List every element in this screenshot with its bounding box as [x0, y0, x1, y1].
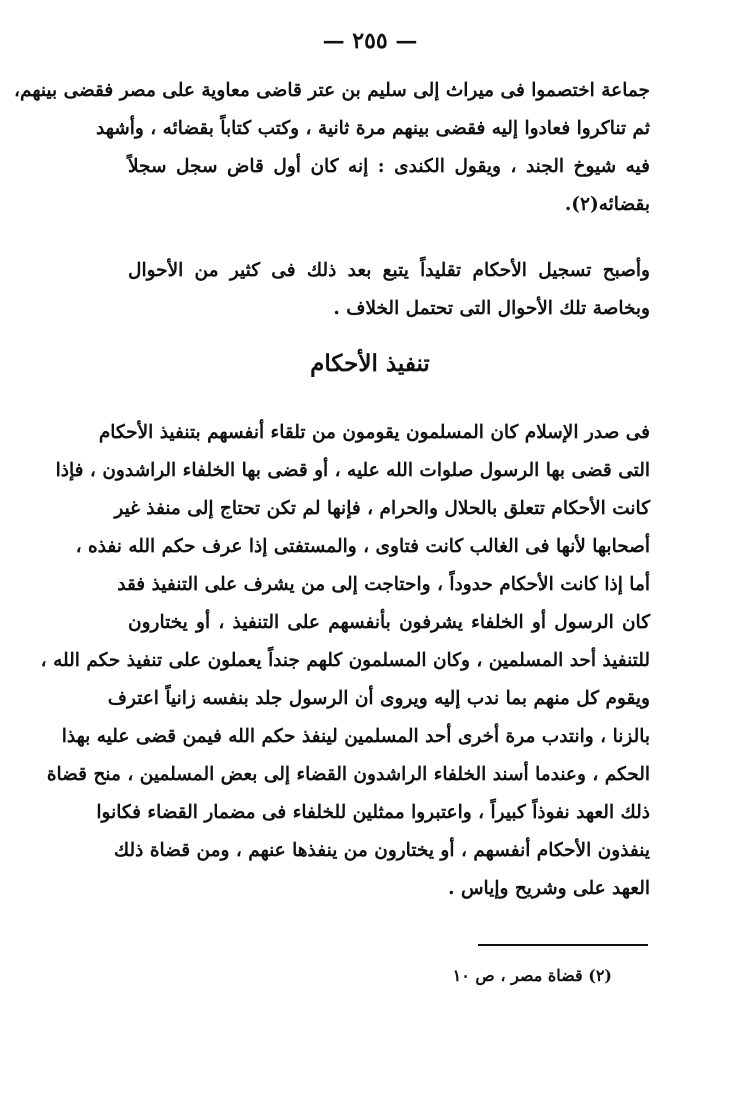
paragraph-enforcement-of-rulings: [40, 414, 650, 908]
text-line: جماعة اختصموا فى ميراث إلى سليم بن عتر قاضى معاوية على مصر فقضى بينهم،: [14, 80, 650, 101]
text-line: التى قضى بها الرسول صلوات الله عليه ، أو قضى بها الخلفاء الراشدون ، فإذا: [55, 460, 650, 481]
text-line: ذلك العهد نفوذاً كبيراً ، واعتبروا ممثلين للخلفاء فى مضمار القضاء فكانوا: [96, 802, 650, 823]
text-line: كان الرسول أو الخلفاء يشرفون بأنفسهم على التنفيذ ، أو يختارون: [128, 612, 650, 633]
text-line: وأصبح تسجيل الأحكام تقليداً يتبع بعد ذلك فى كثير من الأحوال: [128, 260, 650, 281]
text-line: وبخاصة تلك الأحوال التى تحتمل الخلاف .: [333, 298, 650, 319]
footnote: (٢) قضاة مصر ، ص ١٠: [452, 966, 612, 985]
text-line: ثم تناكروا فعادوا إليه فقضى بينهم مرة ثانية ، وكتب كتاباً بقضائه ، وأشهد: [95, 118, 650, 139]
page-number: — ٢٥٥ —: [322, 28, 418, 54]
text-line: بقضائه(٢).: [564, 194, 650, 215]
paragraph-sijill-history: [14, 72, 650, 224]
text-line: أصحابها لأنها فى الغالب كانت فتاوى ، والمستفتى إذا عرف حكم الله نفذه ،: [75, 536, 650, 557]
text-line: أما إذا كانت الأحكام حدوداً ، واحتاجت إلى من يشرف على التنفيذ فقد: [117, 574, 650, 595]
paragraph-recording-tradition: [128, 252, 650, 328]
footnote-divider: [478, 944, 648, 946]
text-line: الحكم ، وعندما أسند الخلفاء الراشدون القضاء إلى بعض المسلمين ، منح قضاة: [46, 764, 650, 785]
text-line: فيه شيوخ الجند ، ويقول الكندى : إنه كان أول قاض سجل سجلاً: [128, 156, 650, 177]
text-line: العهد على وشريح وإياس .: [448, 878, 650, 899]
text-line: كانت الأحكام تتعلق بالحلال والحرام ، فإنها لم تكن تحتاج إلى منفذ غير: [114, 498, 650, 519]
section-heading: تنفيذ الأحكام: [310, 350, 430, 377]
text-line: للتنفيذ أحد المسلمين ، وكان المسلمون كلهم جنداً يعملون على تنفيذ حكم الله ،: [40, 650, 650, 671]
text-line: بالزنا ، وانتدب مرة أخرى أحد المسلمين لينفذ حكم الله فيمن قضى عليه بهذا: [61, 726, 650, 747]
text-line: ينفذون الأحكام أنفسهم ، أو يختارون من ينفذها عنهم ، ومن قضاة ذلك: [113, 840, 650, 861]
text-line: فى صدر الإسلام كان المسلمون يقومون من تلقاء أنفسهم بتنفيذ الأحكام: [98, 422, 650, 443]
text-line: ويقوم كل منهم بما ندب إليه ويروى أن الرسول جلد بنفسه زانياً اعترف: [107, 688, 650, 709]
